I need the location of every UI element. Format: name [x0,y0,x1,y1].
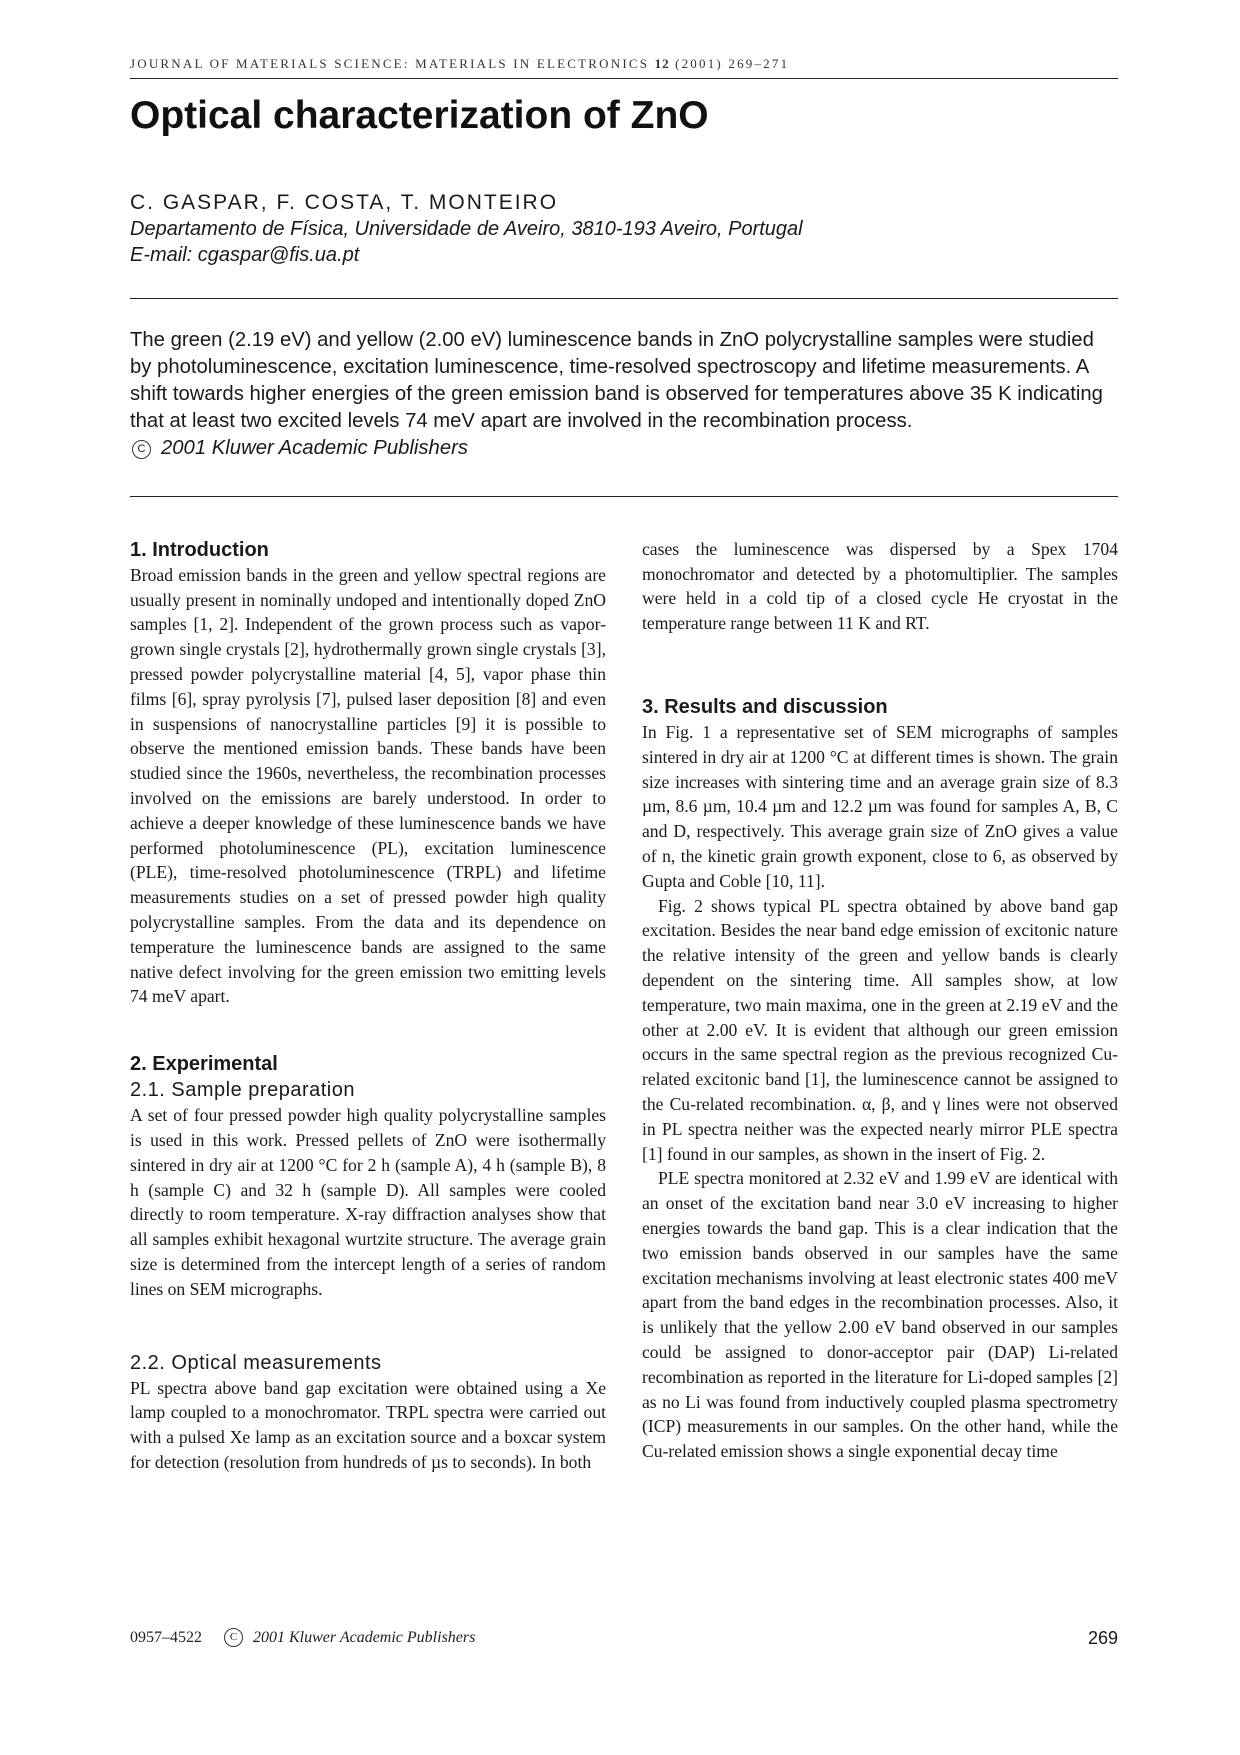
results-paragraph-3: PLE spectra monitored at 2.32 eV and 1.99 eV are identical with an onset of the excitation band near 3.0 eV increasing to higher energies towards the band gap. This is a clear indication that the two emission bands observed in our samples have the same excitation mechanisms involving at least electronic states 400 meV apart from the band edges in the recombination processes. Also, it is unlikely that the yellow 2.00 eV band observed in our samples could be assigned to donor-acceptor pair (DAP) Li-related recombination as reported in the literature for Li-doped samples [2] as no Li was found from inductively coupled plasma spectrometry (ICP) measurements in our samples. On the other hand, while the Cu-related emission shows a single exponential decay time [642,1168,1118,1462]
section-heading-introduction: 1. Introduction [130,538,269,561]
affiliation: Departamento de Física, Universidade de Aveiro, 3810-193 Aveiro, Portugal [130,217,803,240]
copyright-icon: C [224,1628,243,1647]
sample-preparation-paragraph: A set of four pressed powder high quality polycrystalline samples is used in this work. Pressed pellets of ZnO were isothermally sintered in dry air at 1200 °C for 2 h (sample A), 4 h (sample B), 8 h (sample C) and 32 h (sample D). All samples were cooled directly to room temperature. X-ray diffraction analyses show that all samples exhibit hexagonal wurtzite structure. The average grain size is determined from the intercept length of a series of random lines on SEM micrographs. [130,1105,606,1299]
author-list: C. GASPAR, F. COSTA, T. MONTEIRO [130,190,559,214]
issn: 0957–4522 [130,1629,202,1646]
page-footer [130,1628,1118,1652]
body-columns [130,537,1118,1597]
abstract [130,327,1118,462]
copyright-icon: C [132,440,151,459]
optical-measurements-paragraph: PL spectra above band gap excitation were obtained using a Xe lamp coupled to a monochromator. TRPL spectra were carried out with a pulsed Xe lamp as an excitation source and a boxcar system for detection (resolution from hundreds of µs to seconds). In both [130,1377,606,1472]
intro-paragraph: Broad emission bands in the green and yellow spectral regions are usually present in nominally undoped and intentionally doped ZnO samples [1, 2]. Independent of the grown process such as vapor-grown single crystals [2], hydrothermally grown single crystals [3], pressed powder polycrystalline material [4, 5], vapor phase thin films [6], spray pyrolysis [7], pulsed laser deposition [8] and even in suspensions of nanocrystalline particles [9] it is possible to observe the mentioned emission bands. These bands have been studied since the 1960s, nevertheless, the recombination processes involved on the emissions are barely understood. In order to achieve a deeper knowledge of these luminescence bands we have performed photoluminescence (PL), excitation luminescence (PLE), time-resolved photoluminescence (TRPL) and lifetime measurements studies on a set of pressed powder high quality polycrystalline samples. From the data and its dependence on temperature the luminescence bands are assigned to the same native defect involving for the green emission two emitting levels 74 meV apart. [130,564,606,1007]
subsection-heading-optical-measurements: 2.2. Optical measurements [130,1351,382,1374]
results-paragraph-2: Fig. 2 shows typical PL spectra obtained by above band gap excitation. Besides the near band edge emission of excitonic nature the relative intensity of the green and yellow bands is clearly dependent on the sintering time. All samples show, at low temperature, two main maxima, one in the green at 2.19 eV and the other at 2.00 eV. It is evident that although our green emission occurs in the same spectral region as the previous recognized Cu-related excitonic band [1], the luminescence cannot be assigned to the Cu-related recombination. α, β, and γ lines were not observed in PL spectra neither was the expected nearly mirror PLE spectra [1] found in our samples, as shown in the insert of Fig. 2. [642,895,1118,1164]
optical-measurements-continued: cases the luminescence was dispersed by a Spex 1704 monochromator and detected by a photomultiplier. The samples were held in a cold tip of a closed cycle He cryostat in the temperature range between 11 K and RT. [642,538,1118,634]
results-paragraph-1: In Fig. 1 a representative set of SEM micrographs of samples sintered in dry air at 1200 °C at different times is shown. The grain size increases with sintering time and an average grain size of 8.3 µm, 8.6 µm, 10.4 µm and 12.2 µm was found for samples A, B, C and D, respectively. This average grain size of ZnO gives a value of n, the kinetic grain growth exponent, close to 6, as observed by Gupta and Coble [10, 11]. [642,722,1118,891]
paper-page [130,56,1118,1597]
journal-year-pages: (2001) 269–271 [675,56,790,71]
paper-title: Optical characterization of ZnO [130,94,709,137]
footer-publication-info [130,1628,475,1647]
journal-volume: 12 [654,56,670,71]
author-email: E-mail: cgaspar@fis.ua.pt [130,243,360,266]
abstract-copyright-text: 2001 Kluwer Academic Publishers [161,436,469,459]
left-column [130,537,606,1475]
section-heading-experimental: 2. Experimental [130,1053,278,1076]
divider [130,298,1118,299]
subsection-heading-sample-preparation: 2.1. Sample preparation [130,1079,355,1102]
journal-name: JOURNAL OF MATERIALS SCIENCE: MATERIALS IN ELECTRONICS [130,56,650,71]
abstract-text: The green (2.19 eV) and yellow (2.00 eV) luminescence bands in ZnO polycrystalline samples were studied by photoluminescence, excitation luminescence, time-resolved spectroscopy and lifetime measurements. A shift towards higher energies of the green emission band is observed for temperatures above 35 K indicating that at least two excited levels 74 meV apart are involved in the recombination process. [130,328,1103,432]
right-column [642,537,1118,1464]
abstract-copyright [130,435,1118,462]
page-number: 269 [1087,1628,1118,1648]
divider [130,496,1118,497]
footer-publisher: 2001 Kluwer Academic Publishers [253,1629,476,1646]
section-heading-results: 3. Results and discussion [642,696,888,719]
journal-header [130,56,1118,79]
